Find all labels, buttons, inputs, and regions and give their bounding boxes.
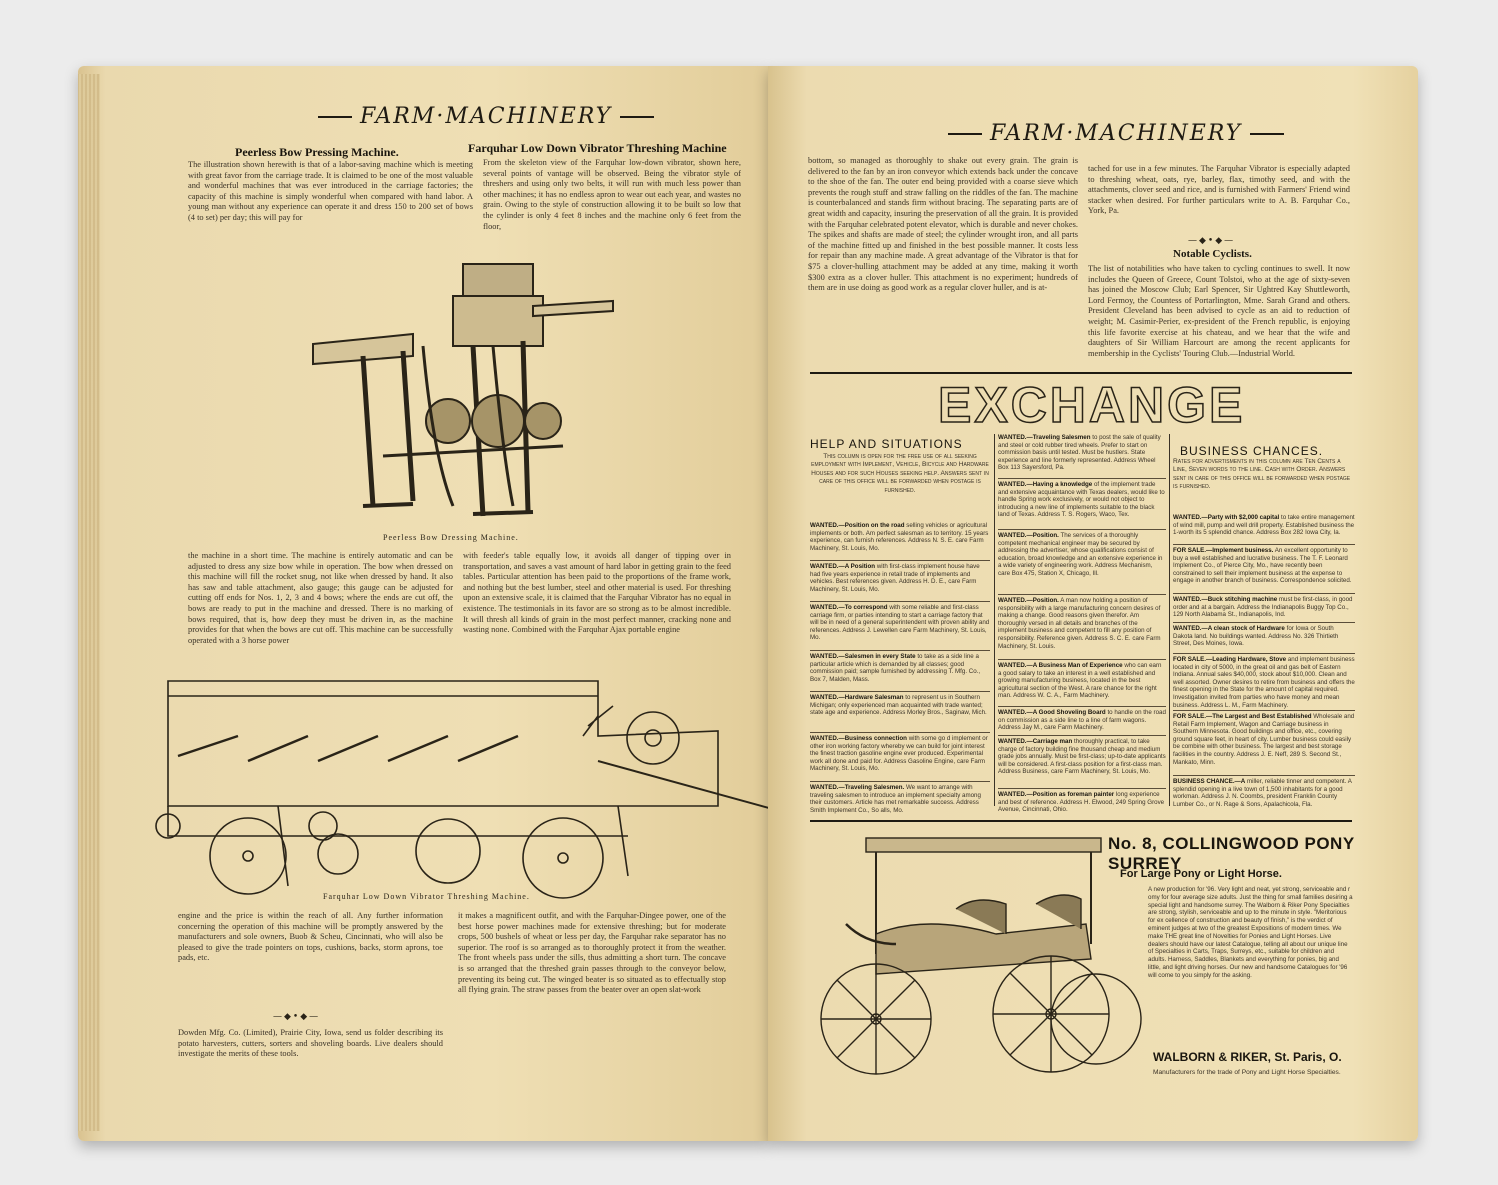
ad-text: miller, reliable tinner and competent. A splendid opening in a live town of 1,500 inhabitants for a good workman. Address J. N. Coombs, president Franklin County Lumber Co., or N. Rage & Sons, Apalachicola, Fla. [1173,778,1352,808]
article-dowden: Dowden Mfg. Co. (Limited), Prairie City, Iowa, send us folder describing its potato harvesters, cutters, sorters and shoveling boards. Live dealers should investigate the merits of these tools. [178,1028,443,1059]
ad-wanted-6[interactable] [998,709,1166,736]
ad-help-1[interactable] [810,522,990,561]
caption-peerless: Peerless Bow Dressing Machine. [383,533,519,542]
caption-farquhar: Farquhar Low Down Vibrator Threshing Machine. [323,892,530,901]
help-situations-intro: This column is open for the free use of all seeking employment with Implement, Vehicle, Bicycle and Hardware Houses and for such Houses seeking help. Answers sent in care of this office will be forwarded when postage is furnished. [811,453,989,494]
article-title-farquhar: Farquhar Low Down Vibrator Threshing Machine [468,141,727,155]
ad-text: long experience and best of reference. Address H. Elwood, 249 Spring Grove Avenue, Cincinnati, Ohio. [998,791,1165,814]
ad-head: FOR SALE.—Leading Hardware, Stove [1173,656,1287,663]
ad-head: WANTED.—Party with $2,000 capital [1173,514,1280,521]
ad-head: WANTED.—Salesmen in every State [810,653,916,660]
ad-business-3[interactable] [1173,596,1355,623]
ad-help-7[interactable] [810,784,990,814]
ad-text: The services of a thoroughly competent mechanical engineer may be secured by addressing the advertiser, whose qualifications consist of education, broad knowledge and an extensive experience in a wide variety of engineering work. Address Mechanism, care Box 475, Station X, Chicago, Ill. [998,532,1163,577]
ad-head: WANTED.—Position. [998,597,1059,604]
ad-wanted-2[interactable] [998,481,1166,530]
ad-text: who can earn a good salary to take an interest in a well established and growing manufacturing business, located in the best agricultural section of the West. A rare chance for the right man. Address W. C. A., Farm Machinery. [998,662,1162,700]
ad-head: WANTED.—Buck stitching machine [1173,596,1278,603]
masthead-title: FARM·MACHINERY [360,104,613,129]
ad-text: to handle on the road on commission as a side line to a line of farm wagons. Address Jay M., care Farm Machinery. [998,709,1166,732]
surrey-ad-body: A new production for '96. Very light and neat, yet strong, serviceable and r omy for four average size adults. Just the thing for small families desiring a special light and handsome surrey. The Walborn & Riker Pony Specialties are strong, stylish, serviceable and up to the minute in style. "Meritorious for ex cellence of construction and beauty of finish," is the verdict of eminent judges at two of the greatest Expositions of modern times. We make THE great line of Novelties for Ponies and Light Horses. Live dealers should have our latest Catalogue, telling all about our unique line of Specialties in Carts, Traps, Surreys, etc., suitable for children and adults. Harness, Saddles, Blankets and everything for ponies, big and little, and light driving horses. Our new and handsome Catalogues for '96 will come to you simply for the asking. [1148,886,1353,979]
ad-text: to post the sale of quality and steel or cold rubber tired wheels. Prefer to start on commission basis until tested. Must be hustlers. State experience and line formerly represented. Address Wheel Box 113 Sayersford, Pa. [998,434,1161,472]
ad-text: must be first-class, in good order and at a bargain. Address the Indianapolis Buggy Top Co., 129 North Alabama St., Indianapolis, Ind. [1173,596,1353,619]
ad-help-5[interactable] [810,694,990,733]
ad-head: WANTED.—Traveling Salesmen [998,434,1091,441]
ad-head: WANTED.—A Business Man of Experience [998,662,1123,669]
business-chances-heading: BUSINESS CHANCES. [1180,444,1324,458]
ad-help-4[interactable] [810,653,990,692]
ad-head: WANTED.—Position as foreman painter [998,791,1115,798]
divider-ornament: —◆•◆— [273,1012,321,1022]
ad-help-2[interactable] [810,563,990,602]
ad-head: BUSINESS CHANCE.—A [1173,778,1246,785]
ad-business-2[interactable] [1173,547,1355,594]
pony-surrey-illustration [806,834,1136,1074]
article-title-peerless: Peerless Bow Pressing Machine. [235,145,399,159]
ad-wanted-3[interactable] [998,532,1166,595]
ad-business-1[interactable] [1173,514,1355,545]
ad-help-6[interactable] [810,735,990,782]
article-end-vibrator: tached for use in a few minutes. The Farquhar Vibrator is especially adapted to threshing wheat, oats, rye, barley, flax, timothy seed, and with the attachments, clover seed and rice, and is furnished with Farmers' Friend wind stacker when desired. For further particulars write to A. B. Farquhar Co., York, Pa. [1088,164,1350,216]
page-edges [78,74,100,1131]
ad-help-3[interactable] [810,604,990,651]
surrey-ad-maker[interactable]: WALBORN & RIKER, St. Paris, O. [1153,1050,1342,1064]
ad-business-4[interactable] [1173,625,1355,654]
ad-head: FOR SALE.—Implement business. [1173,547,1274,554]
ad-wanted-4[interactable] [998,597,1166,660]
ad-wanted-7[interactable] [998,738,1166,789]
ad-head: WANTED.—To correspond [810,604,888,611]
surrey-ad-tagline: Manufacturers for the trade of Pony and Light Horse Specialties. [1153,1069,1341,1076]
article-continued-vibrator: bottom, so managed as thoroughly to shake out every grain. The grain is delivered to the fan by an iron conveyor which extends back under the concave to the shoe of the fan. The outer end being provided with a coarse sieve which prevents the rough stuff and straw falling on the riddles of the fan. The machine is counterbalanced and stands firm without bracing. The separating parts are of great width and capacity, insuring the preservation of all the grain. It is provided with the Farquhar celebrated potent elevator, which is durable and never chokes. The spikes and shafts are made of steel; the cylinder wrought iron, and all parts of the machine fitted up and finished in the best possible manner. It costs less for repair than any machine made. A great advantage of the Vibrator is that for $75 a clover-hulling attachment may be added at any time, making it worth $300 extra as a clover huller. This attachment is no experiment; hundreds of them are in use doing as good work as a regular clover huller, and is at- [808,156,1078,293]
masthead-left [318,104,654,129]
help-situations-heading: HELP AND SITUATIONS [810,437,963,451]
ad-business-5[interactable] [1173,656,1355,711]
ad-head: WANTED.—Traveling Salesmen. [810,784,905,791]
ad-text: An excellent opportunity to buy a well established and lucrative business. The T. F. Leonard Implement Co., of Pierce City, Mo., have recently been constrained to sell their implement business at the expense to engage in another branch of business. Correspondence solicited. [1173,547,1352,585]
ad-text: for Iowa or South Dakota land. No buildings wanted. Address No. 326 Thirtieth Street, Des Moines, Iowa. [1173,625,1339,648]
ad-text: and implement business located in city of 5000, in the great oil and gas belt of Eastern Indiana. Annual sales $40,000, stock about $10,000. Clean and well assorted. Owner desires to retire from business and offers the finest opening in the State for the amount of capital required. Investigation invited from parties who have money and mean business. Address L. M., Farm Machinery. [1173,656,1355,709]
ad-text: thoroughly practical, to take charge of factory building fine thousand cheap and medium grade jobs annually. Must be first-class; up-to-date applicants will be considered. A first-class position for a first-class man. Address Business, care Farm Machinery, St. Louis, Mo. [998,738,1166,776]
ad-head: WANTED.—Position. [998,532,1059,539]
ad-text: to take entire management of wind mill, pump and well drill property. Established business the 1-worth its 5 splendid chance. Address Box 282 Iowa City, Ia. [1173,514,1355,537]
ad-head: WANTED.—Hardware Salesman [810,694,904,701]
ad-text: with some reliable and first-class carriage firm, or parties intending to start a carriage factory that will be in need of a general superintendent with proven ability and references. Address J. Lewellen care Farm Machinery, St. Louis, Mo. [810,604,990,642]
column-divider-1 [994,434,995,806]
ad-head: WANTED.—Position on the road [810,522,905,529]
ad-wanted-1[interactable] [998,434,1166,479]
magazine-spread [78,66,1418,1141]
bow-dressing-machine-illustration [303,256,623,526]
article-title-cyclists: Notable Cyclists. [1173,248,1252,260]
ad-head: WANTED.—A Position [810,563,876,570]
ad-text: with some go d implement or other iron working factory whereby we can build for joint interest the finest traction gasoline engine ever produced. Experimental work all done and paid for. Address Gasoline Engine, care Farm Machinery, St. Louis, Mo. [810,735,988,773]
article-end-farquhar: it makes a magnificent outfit, and with the Farquhar-Dingee power, one of the best horse power machines made for extensive threshing; but for moderate crops, 500 bushels of wheat or less per day, the Farquhar rake separator has no superior. The roof is so arranged as to thoroughly protect it from the weather. The front wheels pass under the sills, thus admitting a short turn. The concave is so arranged that the threshed grain passes through to the conveyor below, preventing its being cut. The winged beater is so situated as to effectually stop all flying grain. The straw passes from the beater over an open slat-work [458,911,726,995]
ad-head: WANTED.—Business connection [810,735,907,742]
column-divider-2 [1169,434,1170,806]
ad-business-6[interactable] [1173,713,1355,776]
masthead-title-right: FARM·MACHINERY [990,121,1243,146]
ad-head: WANTED.—Having a knowledge [998,481,1093,488]
surrey-ad-title[interactable]: No. 8, COLLINGWOOD PONY SURREY [1108,834,1355,873]
business-chances-intro: Rates for advertisments in this column are Ten Cents a Line, Seven words to the line. Cash with Order. Answers sent in care of this office will be forwarded when postage is furnished. [1173,458,1351,491]
ad-business-7[interactable] [1173,778,1355,814]
article-end-peerless: engine and the price is within the reach of all. Any further information concerning the operation of this machine will be promptly answered by the manufacturers and sole owners, Buob & Scheu, Cincinnati, who will also be pleased to give the trade pointers on tops, cushions, backs, storm aprons, toe pads, etc. [178,911,443,963]
ad-head: FOR SALE.—The Largest and Best Established [1173,713,1312,720]
ad-wanted-8[interactable] [998,791,1166,815]
exchange-heading: EXCHANGE [938,377,1246,433]
article-body-peerless: The illustration shown herewith is that of a labor-saving machine which is meeting with great favor from the carriage trade. It is claimed to be one of the most valuable and wonderful machines that was ever introduced in the carriage factories; the capacity of this machine is simply wonderful when compared with hand labor. A young man without any experience can operate it and dress 150 to 200 set of bows (4 to set) per day; this will pay for [188,160,473,222]
masthead-right [948,121,1284,146]
section-rule-bottom [810,820,1352,822]
ad-text: of the implement trade and extensive acquaintance with Texas dealers, would like to handle Spring work exclusively, or would not object to introducing a new line of implements suitable to the black land of Texas. Address T. S. Rogers, Waco, Tex. [998,481,1165,519]
section-rule [810,372,1352,374]
ad-text: to take as a side line a particular article which is demanded by all classes; good commission paid; sample furnished by addressing T. Mfg. Co., Box 7, Malden, Mass. [810,653,981,683]
article-body-farquhar: From the skeleton view of the Farquhar low-down vibrator, shown here, several points of vantage will be observed. Being the vibrator style of threshers and using only two belts, it will run with much less power than other machines; it has no endless apron to wear out each year, and wastes no grain. Owing to the style of construction allowing it to be built so low that the cylinder is only 4 feet 8 inches and the machine only 6 feet from the floor, [483,158,741,231]
threshing-machine-illustration [158,676,758,896]
ad-text: to represent us in Southern Michigan; only experienced man acquainted with trade wanted; state age and experience. Address Morley Bros., Saginaw, Mich. [810,694,987,717]
left-page [78,66,768,1141]
right-page [768,66,1418,1141]
article-continued-peerless: the machine in a short time. The machine is entirely automatic and can be adjusted to dress any size bow while in operation. The bow when dressed on this machine will fill the rocket snug, not like when dressed by hand. It also has saw and table attachment, also gauge; this gauge can be adjusted for cutting off ends for Nos. 1, 2, 3 and 4 bows; where the ends are cut off, the bows are ready to put in the machine and dressed. There is no marking of bows required, that is, how deep they must be driven in, as the machine provides for that when the bows are cut off. This machine can be successfully operated with a 3 horse power [188,551,453,645]
ad-head: WANTED.—A Good Shoveling Board [998,709,1106,716]
ad-text: Wholesale and Retail Farm Implement, Wagon and Carriage business in Southern Minnesota. Good buildings and office, etc., covering ground square feet, in heart of city. Lumber business could easily be combine with other business. The largest and best storage facilities in the country. Address J. E. Neff, 289 S. Second St., Mankato, Minn. [1173,713,1355,766]
article-body-cyclists: The list of notabilities who have taken to cycling continues to swell. It now includes the Queen of Greece, Count Tolstoi, who at the age of sixty-seven has joined the Moscow Club; Earl Spencer, Sir Ughtred Kay Shuttleworth, Lord Fermoy, the Countess of Portarlington, Mme. Sarah Grand and others. President Cleveland has been advised to cycle as an aid to reduction of weight; M. Casimir-Perier, ex-president of the French republic, is enjoying this life favorite exercise at his chateau, and we hear that the wife and daughters of Sir William Harcourt are among the recent applicants for membership in the Cyclists' Touring Club.—Industrial World. [1088,264,1350,358]
ad-head: WANTED.—A clean stock of Hardware [1173,625,1285,632]
divider-ornament-right: —◆•◆— [1188,236,1236,246]
ad-wanted-5[interactable] [998,662,1166,707]
article-continued-farquhar: with feeder's table equally low, it avoids all danger of tipping over in transportation, and saves a vast amount of hard labor in getting grain to the feed tables. Particular attention has been paid to the proportions of the frame work, and nothing but the best lumber, steel and other material is used. For threshing upon an extensive scale, it is claimed that the Farquhar Vibrator has no equal in existence. The testimonials in its favor are so strong as to be almost incredible. It will thresh all kinds of grain in the most perfect manner, cracking none and wasting none. Combined with the Farquhar Ajax portable engine [463,551,731,635]
ad-text: selling vehicles or agricultural implements or both. Am perfect salesman as to territory. 15 years experience, can furnish references. Address N. S. E. care Farm Machinery, St. Louis, Mo. [810,522,989,552]
ad-head: WANTED.—Carriage man [998,738,1073,745]
ad-text: A man now holding a position of responsibility with a large manufacturing concern desires of making a change. Good reasons given therefor. Am thoroughly versed in all details and branches of the implement business and competent to fill any position of responsibility. Reference given. Address S. C. E. care Farm Machinery, St. Louis. [998,597,1161,650]
surrey-ad-subtitle: For Large Pony or Light Horse. [1120,868,1282,880]
ad-text: We want to arrange with traveling salesmen to introduce an implement specialty among their customers. Article has met remarkable success. Address Smith Implement Co., So alls, Mo. [810,784,981,814]
ad-text: with first-class implement house have had five years experience in retail trade of implements and vehicles. Best references given. Address H. D. E., care Farm Machinery, St. Louis, Mo. [810,563,980,593]
